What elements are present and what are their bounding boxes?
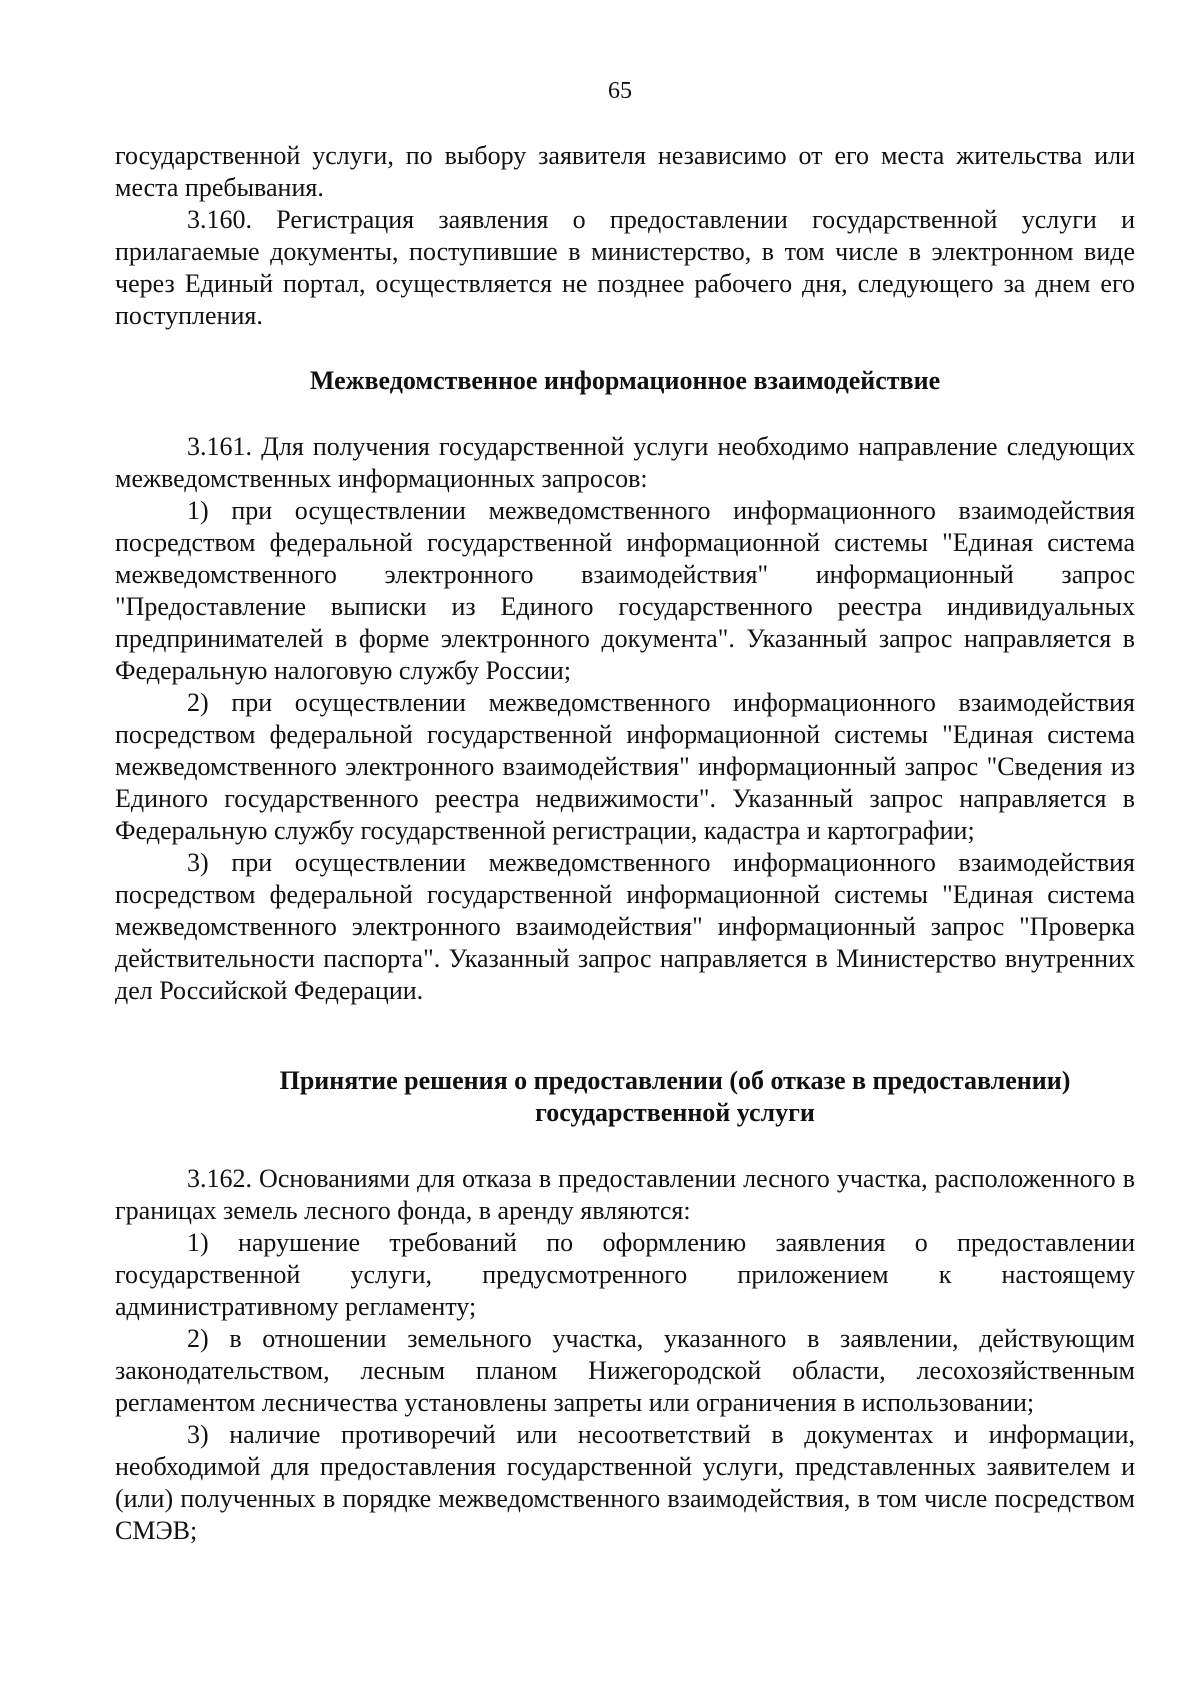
spacer	[115, 1129, 1135, 1163]
section-heading-interagency: Межведомственное информационное взаимодействие	[309, 366, 941, 395]
section-heading-decision-line-2: государственной услуги	[535, 1098, 815, 1127]
list-item-2: 2) при осуществлении межведомственного информационного взаимодействия посредством федеральной государственной информационной системы "Единая система межведомственного электронного взаимодействия" информационный запрос "Сведения из Единого государственного реестра недвижимости". Указанный запрос направляется в Федеральную службу государственной регистрации, кадастра и картографии;	[115, 688, 1135, 845]
list-item-1: 1) при осуществлении межведомственного информационного взаимодействия посредством федеральной государственной информационной системы "Единая система межведомственного электронного взаимодействия" информационный запрос "Предоставление выписки из Единого государственного реестра индивидуальных предпринимателей в форме электронного документа". Указанный запрос направляется в Федеральную налоговую службу России;	[115, 496, 1135, 685]
paragraph-continuation: государственной услуги, по выбору заявителя независимо от его места жительства или места пребывания.	[115, 141, 1135, 202]
paragraph-3-161: 3.161. Для получения государственной услуги необходимо направление следующих межведомственных информационных запросов:	[115, 432, 1135, 493]
spacer	[115, 397, 1135, 431]
spacer	[115, 1007, 1135, 1065]
section-heading-decision	[125, 1065, 1200, 1129]
refusal-reason-3: 3) наличие противоречий или несоответствий в документах и информации, необходимой для предоставления государственной услуги, представленных заявителем и (или) полученных в порядке межведомственного взаимодействия, в том числе посредством СМЭВ;	[115, 1420, 1135, 1545]
section-heading-decision-line-1: Принятие решения о предоставлении (об отказе в предоставлении)	[279, 1066, 1071, 1095]
document-body	[115, 140, 1135, 1547]
refusal-reason-2: 2) в отношении земельного участка, указанного в заявлении, действующим законодательством, лесным планом Нижегородской области, лесохозяйственным регламентом лесничества установлены запреты или ограничения в использовании;	[115, 1324, 1135, 1417]
spacer	[115, 332, 1135, 365]
page-number: 65	[608, 78, 632, 104]
list-item-3: 3) при осуществлении межведомственного информационного взаимодействия посредством федеральной государственной информационной системы "Единая система межведомственного электронного взаимодействия" информационный запрос "Проверка действительности паспорта". Указанный запрос направляется в Министерство внутренних дел Российской Федерации.	[115, 848, 1135, 1005]
paragraph-3-162: 3.162. Основаниями для отказа в предоставлении лесного участка, расположенного в границах земель лесного фонда, в аренду являются:	[115, 1164, 1135, 1225]
refusal-reason-1: 1) нарушение требований по оформлению заявления о предоставлении государственной услуги, предусмотренного приложением к настоящему административному регламенту;	[115, 1228, 1135, 1321]
paragraph-3-160: 3.160. Регистрация заявления о предоставлении государственной услуги и прилагаемые документы, поступившие в министерство, в том числе в электронном виде через Единый портал, осуществляется не позднее рабочего дня, следующего за днем его поступления.	[115, 205, 1135, 330]
